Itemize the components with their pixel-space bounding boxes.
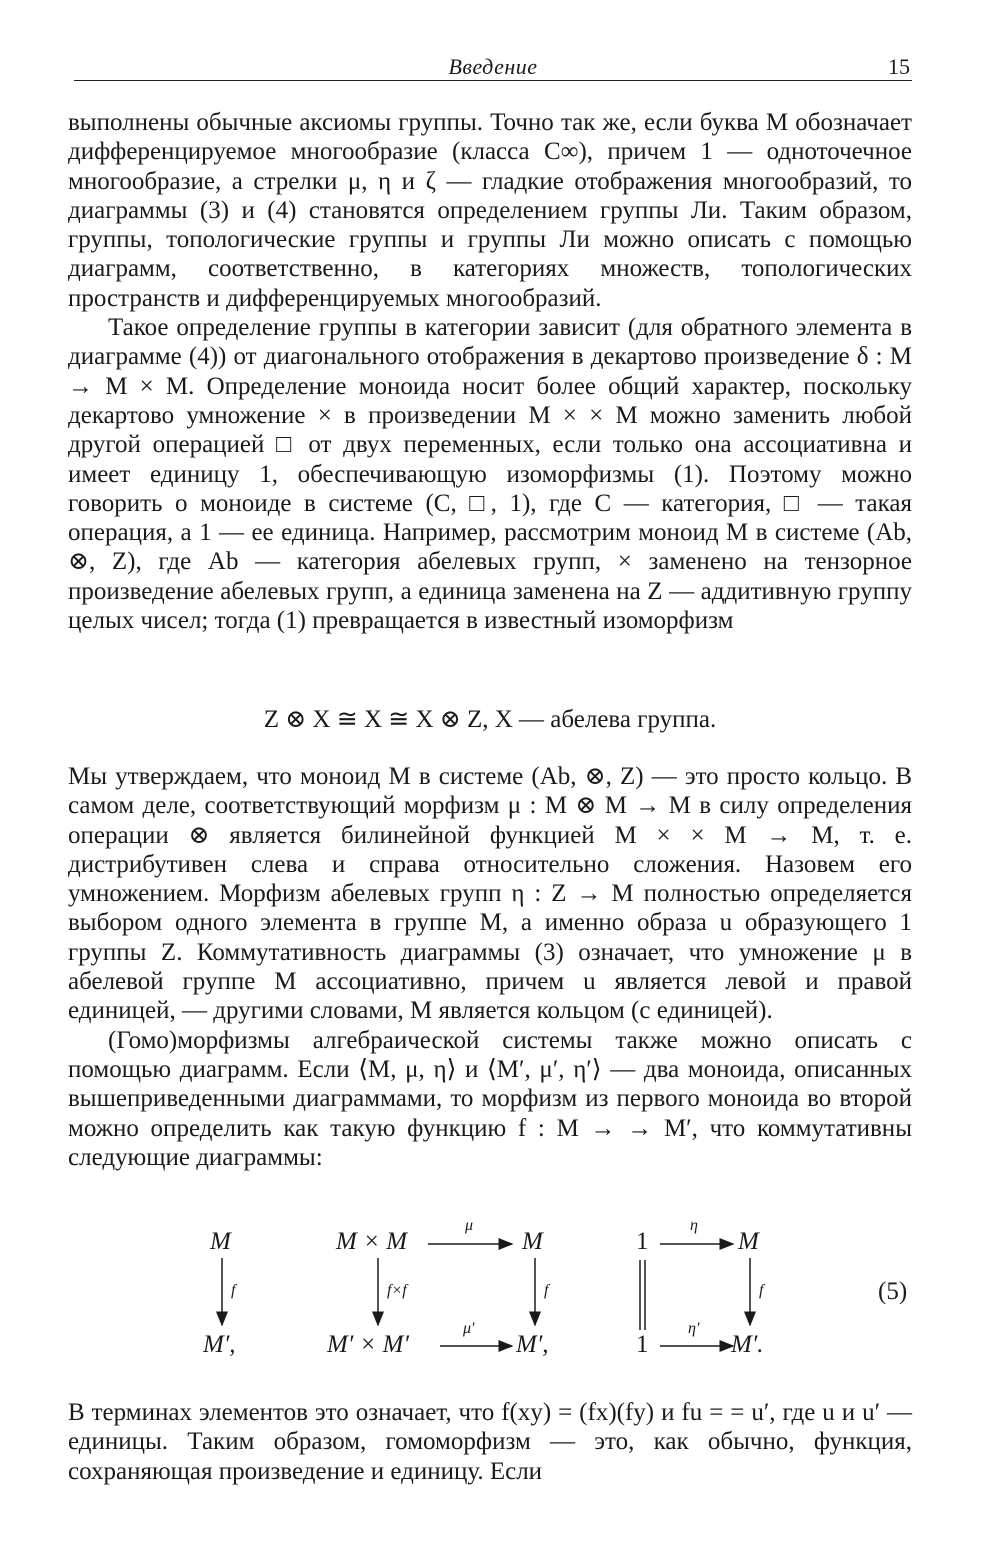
d2-bottom-left-node: M′ × M′	[327, 1331, 409, 1358]
paragraph-2: Такое определение группы в категории зависит (для обратного элемента в диаграмме (4)) от диагонального отображения в декартово произведение δ : M → M × M. Определение моноида носит более общий характер, поскольку декартово умножение × в произведении M × × M можно заменить любой другой операцией □ от двух переменных, если только она ассоциативна и имеет единицу 1, обеспечивающую изоморфизмы (1). Поэтому можно говорить о моноиде в системе (C, □, 1), где C — категория, □ — такая операция, а 1 — ее единица. Например, рассмотрим моноид M в системе (Ab, ⊗, Z), где Ab — категория абелевых групп, × заменено на тензорное произведение абелевых групп, а единица заменена на Z — аддитивную группу целых чисел; тогда (1) превращается в известный изоморфизм	[68, 314, 912, 635]
paragraph-1: выполнены обычные аксиомы группы. Точно так же, если буква M обозначает дифференцируемое многообразие (класса C∞), причем 1 — одноточечное многообразие, а стрелки μ, η и ζ — гладкие отображения многообразий, то диаграммы (3) и (4) становятся определением группы Ли. Таким образом, группы, топологические группы и группы Ли можно описать с помощью диаграмм, соответственно, в категориях множеств, топологических пространств и дифференцируемых многообразий.	[68, 109, 912, 312]
d2-top-right-node: M	[522, 1228, 543, 1255]
paragraph-3: Мы утверждаем, что моноид M в системе (Ab, ⊗, Z) — это просто кольцо. В самом деле, соответствующий морфизм μ : M ⊗ M → M в силу определения операции ⊗ является билинейной функцией M × × M → M, т. е. дистрибутивен слева и справа относительно сложения. Назовем его умножением. Морфизм абелевых групп η : Z → M полностью определяется выбором одного элемента в группе M, а именно образа u образующего 1 группы Z. Коммутативность диаграммы (3) означает, что умножение μ в абелевой группе M ассоциативно, причем u является левой и правой единицей, — другими словами, M является кольцом (с единицей).	[68, 763, 912, 1025]
paragraph-4: (Гомо)морфизмы алгебраической системы также можно описать с помощью диаграмм. Если ⟨M, μ, η⟩ и ⟨M′, μ′, η′⟩ — два моноида, описанных вышеприведенными диаграммами, то морфизм из первого моноида во второй можно определить как такую функцию f : M → → M′, что коммутативны следующие диаграммы:	[68, 1026, 912, 1171]
d2-ff-label: f×f	[387, 1282, 407, 1299]
d3-bottom-left-node: 1	[636, 1331, 649, 1358]
page-number: 15	[888, 54, 910, 79]
d2-bottom-right-node: M′,	[516, 1331, 549, 1358]
d3-etaprime-label: η′	[688, 1320, 700, 1337]
displayed-formula: Z ⊗ X ≅ X ≅ X ⊗ Z, X — абелева группа.	[263, 706, 717, 733]
d3-f-label: f	[759, 1282, 764, 1299]
d2-top-left-node: M × M	[336, 1228, 408, 1255]
d1-f-label: f	[231, 1282, 236, 1299]
chapter-title: Введение	[448, 54, 538, 79]
d3-top-right-node: M	[738, 1228, 759, 1255]
d1-bottom-node: M′,	[203, 1331, 236, 1358]
d1-top-node: M	[210, 1228, 231, 1255]
paragraph-5: В терминах элементов это означает, что f(xy) = (fx)(fy) и fu = = u′, где u и u′ — единицы. Таким образом, гомоморфизм — это, как обычно, функция, сохраняющая произведение и единицу. Если	[68, 1399, 912, 1485]
equation-number: (5)	[878, 1278, 908, 1305]
d3-eta-label: η	[690, 1217, 698, 1234]
d2-f-label: f	[544, 1282, 549, 1299]
d2-muprime-label: μ′	[463, 1320, 475, 1337]
d3-top-left-node: 1	[636, 1228, 649, 1255]
d2-mu-label: μ	[465, 1217, 474, 1234]
text-block-bottom	[68, 1398, 912, 1486]
d3-bottom-right-node: M′.	[731, 1331, 764, 1358]
